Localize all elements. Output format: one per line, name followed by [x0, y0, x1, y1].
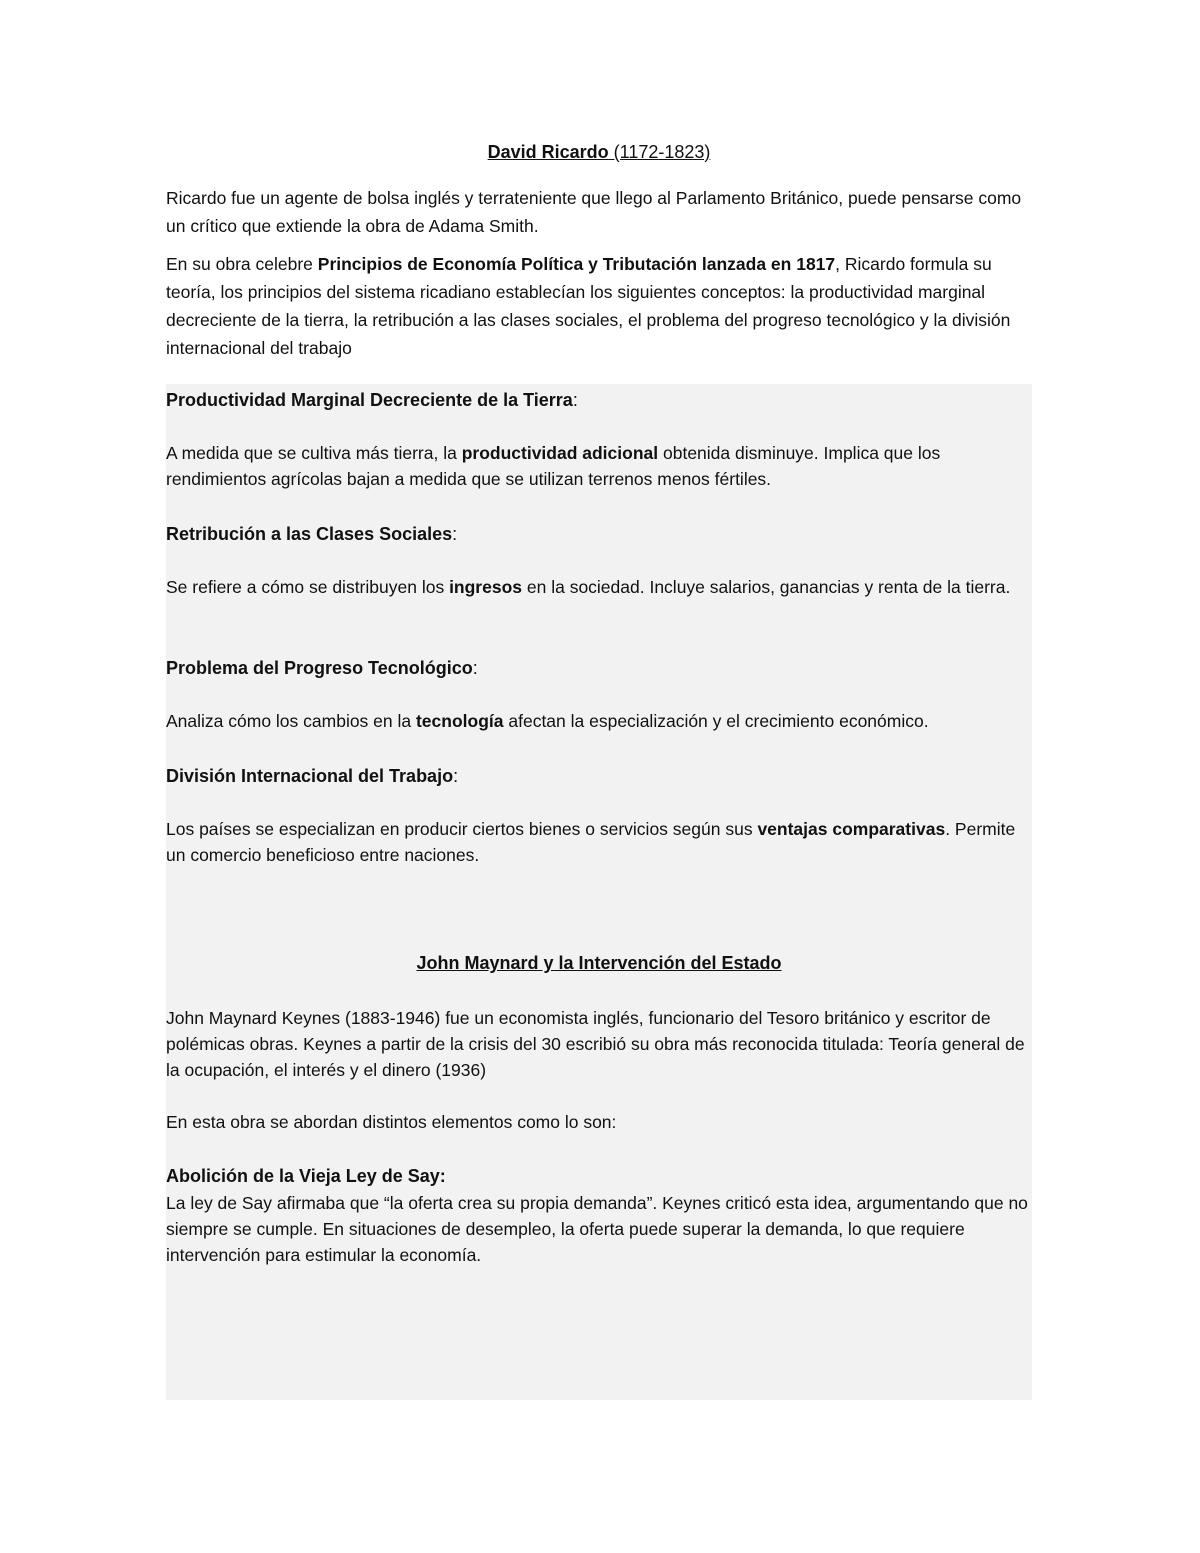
section-heading-text: Problema del Progreso Tecnológico	[166, 658, 473, 678]
section-division	[166, 762, 1032, 868]
section-body: La ley de Say afirmaba que “la oferta crea su propia demanda”. Keynes criticó esta idea, argumentando que no siempre se cumple. En situaciones de desempleo, la oferta puede superar la demanda, lo que requiere intervención para estimular la economía.	[166, 1193, 1028, 1265]
section-body-pre: A medida que se cultiva más tierra, la	[166, 443, 462, 463]
section-body-post: obtenida disminuye. Implica que los rendimientos agrícolas bajan a medida que se utilizan terrenos menos fértiles.	[166, 443, 941, 489]
section-body-post: afectan la especialización y el crecimiento económico.	[503, 711, 929, 731]
section-body-pre: Se refiere a cómo se distribuyen los	[166, 577, 450, 597]
section-body-post: . Permite un comercio beneficioso entre naciones.	[166, 819, 1016, 865]
section-body-keyword: ventajas comparativas	[757, 819, 946, 839]
ricardo-paragraph-1: Ricardo fue un agente de bolsa inglés y terrateniente que llego al Parlamento Británico, puede pensarse como un crítico que extiende la obra de Adama Smith.	[166, 188, 1022, 236]
section-heading-text: División Internacional del Trabajo	[166, 766, 454, 786]
keynes-paragraph-1: John Maynard Keynes (1883-1946) fue un economista inglés, funcionario del Tesoro británico y escritor de polémicas obras. Keynes a partir de la crisis del 30 escribió su obra más reconocida titulada: Teoría general de la ocupación, el interés y el dinero (1936)	[166, 1008, 1025, 1080]
section-body	[166, 816, 1032, 868]
ricardo-title-name: David Ricardo	[487, 142, 609, 162]
section-body	[166, 574, 1032, 600]
section-progreso	[166, 654, 1032, 734]
section-body-keyword: productividad adicional	[461, 443, 659, 463]
section-heading	[166, 386, 1032, 414]
section-heading	[166, 520, 1032, 548]
section-ley-say	[166, 1162, 1032, 1268]
ricardo-title	[166, 138, 1032, 166]
section-heading-colon: :	[452, 524, 458, 544]
section-body-post: en la sociedad. Incluye salarios, ganancias y renta de la tierra.	[522, 577, 1011, 597]
section-heading	[166, 762, 1032, 790]
section-heading	[166, 654, 1032, 682]
ricardo-title-years: (1172-1823)	[608, 142, 711, 162]
section-body	[166, 440, 1032, 492]
ricardo-paragraph-2	[166, 250, 1032, 362]
ricardo-title-text	[488, 142, 711, 162]
section-heading-colon: :	[453, 766, 459, 786]
shaded-section	[166, 384, 1032, 1400]
keynes-paragraph-2: En esta obra se abordan distintos elementos como lo son:	[166, 1112, 617, 1132]
section-body-keyword: ingresos	[449, 577, 523, 597]
section-heading: Abolición de la Vieja Ley de Say:	[166, 1166, 446, 1186]
keynes-title: John Maynard y la Intervención del Estado	[416, 953, 782, 973]
ricardo-p2-bold: Principios de Economía Política y Tributación lanzada en 1817	[317, 254, 836, 274]
section-heading-text: Productividad Marginal Decreciente de la Tierra	[166, 390, 573, 410]
ricardo-p2-post: , Ricardo formula su teoría, los principios del sistema ricadiano establecían los siguientes conceptos: la productividad marginal decreciente de la tierra, la retribución a las clases sociales, el problema del progreso tecnológico y la división internacional del trabajo	[166, 254, 1011, 358]
section-retribucion	[166, 520, 1032, 600]
section-heading-text: Retribución a las Clases Sociales	[166, 524, 453, 544]
section-body-pre: Los países se especializan en producir ciertos bienes o servicios según sus	[166, 819, 758, 839]
section-body-keyword: tecnología	[415, 711, 504, 731]
section-body-pre: Analiza cómo los cambios en la	[166, 711, 416, 731]
section-heading-colon: :	[472, 658, 478, 678]
ricardo-intro	[166, 138, 1032, 372]
section-productividad	[166, 386, 1032, 492]
ricardo-p2-pre: En su obra celebre	[166, 254, 318, 274]
section-heading-colon: :	[572, 390, 578, 410]
section-body	[166, 708, 1032, 734]
